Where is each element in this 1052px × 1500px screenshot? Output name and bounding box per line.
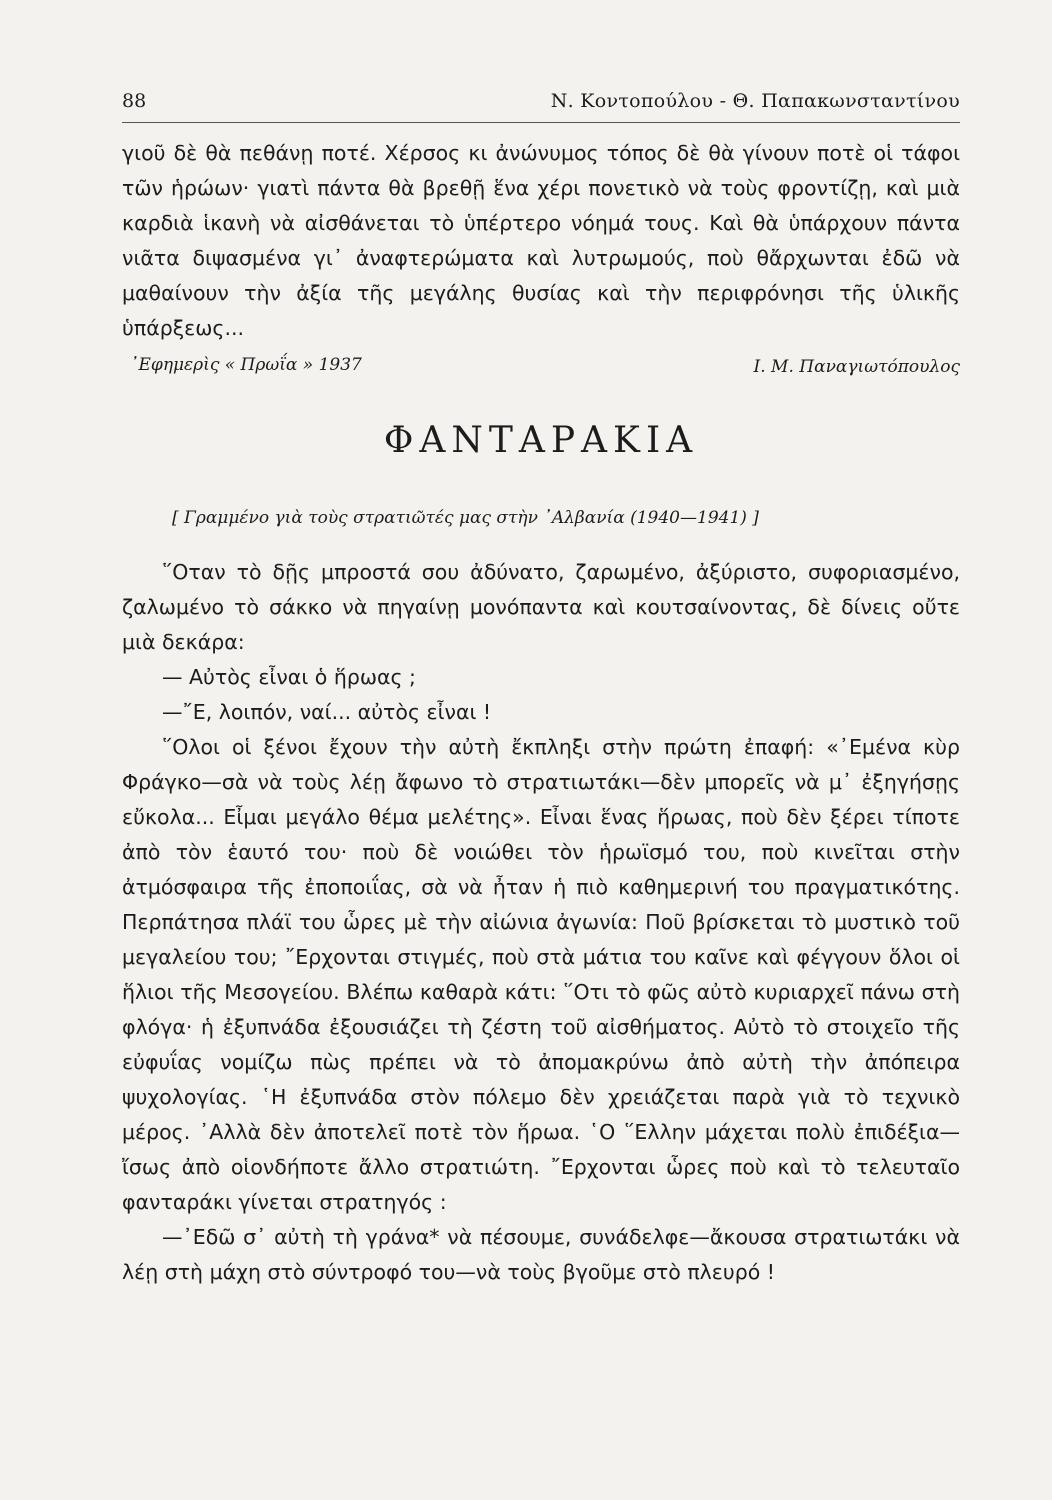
source-attribution bbox=[122, 345, 960, 385]
dialogue-line: — Αὐτὸς εἶναι ὁ ἥρωας ; bbox=[162, 665, 416, 689]
body-paragraph: ῞Ολοι οἱ ξένοι ἔχουν τὴν αὐτὴ ἔκπληξι στὴν πρώτη ἐπαφή: «᾿Εμένα κὺρ Φράγκο—σὰ νὰ τοὺς λέῃ ἄφωνο τὸ στρατιωτάκι—δὲν μπορεῖς νὰ μ᾿ ἐξηγήσῃς εὔκολα... Εἶμαι μεγάλο θέμα μελέτης». Εἶναι ἕνας ἥρωας, ποὺ δὲν ξέρει τίποτε ἀπὸ τὸν ἑαυτό του· ποὺ δὲ νοιώθει τὸν ἡρωϊσμό του, ποὺ κινεῖται στὴν ἀτμόσφαιρα τῆς ἐποποιΐας, σὰ νὰ ἦταν ἡ πιὸ καθημερινή του πραγματικότης. Περπάτησα πλάϊ του ὧρες μὲ τὴν αἰώνια ἀγωνία: Ποῦ βρίσκεται τὸ μυστικὸ τοῦ μεγαλείου του; ῎Ερχονται στιγμές, ποὺ στὰ μάτια του καῖνε καὶ φέγγουν ὅλοι οἱ ἥλιοι τῆς Μεσογείου. Βλέπω καθαρὰ κάτι: ῞Οτι τὸ φῶς αὐτὸ κυριαρχεῖ πάνω στὴ φλόγα· ἡ ἐξυπνάδα ἐξουσιάζει τὴ ζέστη τοῦ αἰσθήματος. Αὐτὸ τὸ στοιχεῖο τῆς εὐφυΐας νομίζω πὼς πρέπει νὰ τὸ ἀπομακρύνω ἀπὸ αὐτὴ τὴν ἀπόπειρα ψυχολογίας. ῾Η ἐξυπνάδα στὸν πόλεμο δὲν χρειάζεται παρὰ γιὰ τὸ τεχνικὸ μέρος. ᾿Αλλὰ δὲν ἀποτελεῖ ποτὲ τὸν ἥρωα. ῾Ο ῞Ελλην μάχεται πολὺ ἐπιδέξια—ἴσως ἀπὸ οἱονδήποτε ἄλλο στρατιώτη. ῎Ερχονται ὧρες ποὺ καὶ τὸ τελευταῖο φανταράκι γίνεται στρατηγός : bbox=[122, 735, 960, 1214]
article-subtitle: [ Γραμμένο γιὰ τοὺς στρατιῶτές μας στὴν ᾿Αλβανία (1940—1941) ] bbox=[172, 508, 759, 528]
body-paragraph: ῞Οταν τὸ δῇς μπροστά σου ἀδύνατο, ζαρωμένο, ἀξύριστο, συφοριασμένο, ζαλωμένο τὸ σάκκο νὰ πηγαίνῃ μονόπαντα καὶ κουτσαίνοντας, δὲ δίνεις οὔτε μιὰ δεκάρα: bbox=[122, 560, 960, 654]
running-head: Ν. Κοντοπούλου - Θ. Παπακωνσταντίνου bbox=[550, 90, 960, 112]
source-author: Ι. Μ. Παναγιωτόπουλος bbox=[753, 357, 960, 377]
source-newspaper: ᾿Εφημερὶς « Πρωΐα » 1937 bbox=[130, 355, 362, 375]
page-number: 88 bbox=[122, 90, 147, 112]
article-body bbox=[122, 555, 960, 1290]
body-paragraph: —᾿Εδῶ σ᾿ αὐτὴ τὴ γράνα* νὰ πέσουμε, συνάδελφε—ἄκουσα στρατιωτάκι νὰ λέῃ στὴ μάχη στὸ σύντροφό του—νὰ τοὺς βγοῦμε στὸ πλευρό ! bbox=[122, 1225, 960, 1284]
continuation-paragraph: γιοῦ δὲ θὰ πεθάνῃ ποτέ. Χέρσος κι ἀνώνυμος τόπος δὲ θὰ γίνουν ποτὲ οἱ τάφοι τῶν ἡρώων· γιατὶ πάντα θὰ βρεθῇ ἕνα χέρι πονετικὸ νὰ τοὺς φροντίζῃ, καὶ μιὰ καρδιὰ ἱκανὴ νὰ αἰσθάνεται τὸ ὑπέρτερο νόημά τους. Καὶ θὰ ὑπάρχουν πάντα νιᾶτα διψασμένα γι᾿ ἀναφτερώματα καὶ λυτρωμούς, ποὺ θἄρχωνται ἐδῶ νὰ μαθαίνουν τὴν ἀξία τῆς μεγάλης θυσίας καὶ τὴν περιφρόνησι τῆς ὑλικῆς ὑπάρξεως... bbox=[122, 141, 960, 340]
dialogue-line: —῎Ε, λοιπόν, ναί... αὐτὸς εἶναι ! bbox=[162, 700, 492, 724]
page-header bbox=[122, 82, 960, 123]
previous-text-block bbox=[122, 136, 960, 346]
article-title: ΦΑΝΤΑΡΑΚΙΑ bbox=[383, 420, 699, 461]
